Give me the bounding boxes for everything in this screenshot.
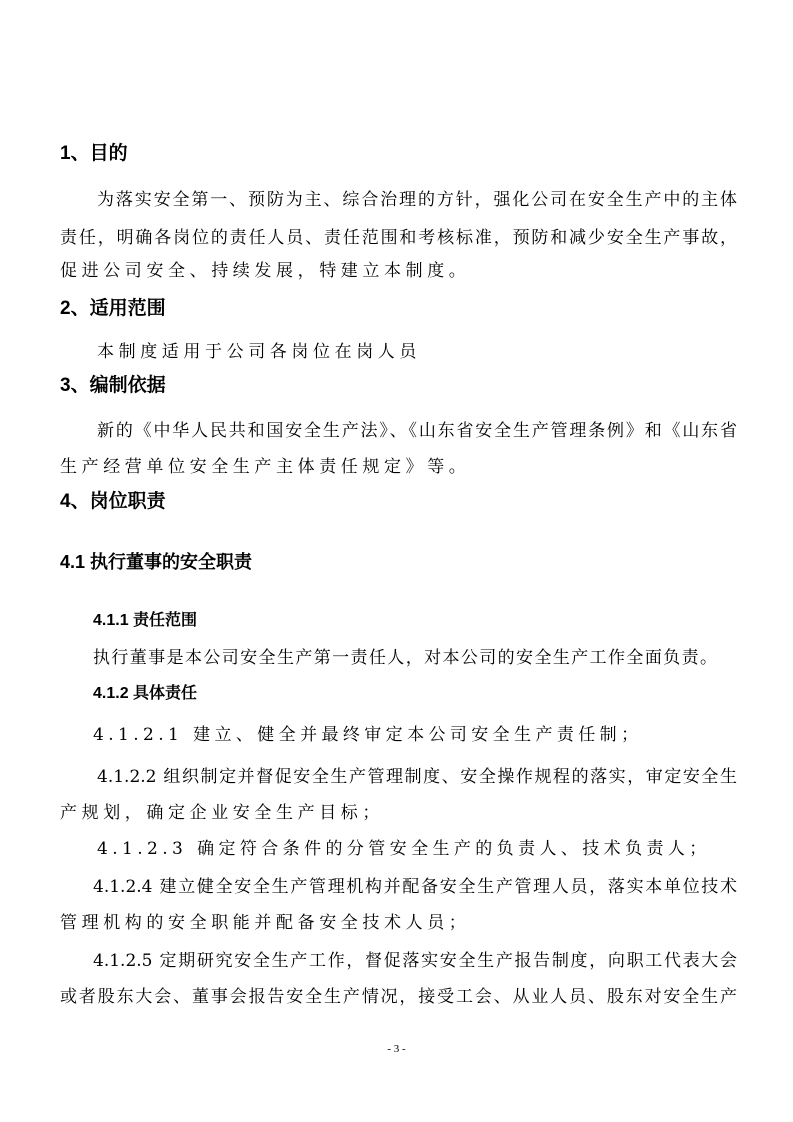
paragraph-line: 责任，明确各岗位的责任人员、责任范围和考核标准，预防和减少安全生产事故， (60, 228, 737, 248)
heading-responsibility-scope: 4.1.1 责任范围 (93, 612, 198, 629)
duty-item: 产规划，确定企业安全生产目标； (60, 803, 384, 823)
paragraph-line: 生产经营单位安全生产主体责任规定》等。 (60, 457, 471, 477)
paragraph-line: 执行董事是本公司安全生产第一责任人，对本公司的安全生产工作全面负责。 (93, 648, 717, 668)
heading-duties: 4、岗位职责 (60, 491, 166, 512)
paragraph-line: 本制度适用于公司各岗位在岗人员 (97, 342, 421, 362)
duty-item: 管理机构的安全职能并配备安全技术人员； (60, 913, 471, 933)
paragraph-line: 新的《中华人民共和国安全生产法》、《山东省安全生产管理条例》和《山东省 (97, 421, 737, 441)
paragraph-line: 促进公司安全、持续发展，特建立本制度。 (60, 261, 471, 281)
heading-purpose: 1、目的 (60, 143, 128, 164)
heading-basis: 3、编制依据 (60, 375, 166, 396)
heading-scope: 2、适用范围 (60, 298, 166, 319)
heading-specific-duties: 4.1.2 具体责任 (93, 685, 198, 702)
duty-item: 4.1.2.4 建立健全安全生产管理机构并配备安全生产管理人员，落实本单位技术 (93, 877, 737, 897)
paragraph-line: 为落实安全第一、预防为主、综合治理的方针，强化公司在安全生产中的主体 (97, 190, 737, 210)
duty-item: 4.1.2.2 组织制定并督促安全生产管理制度、安全操作规程的落实，审定安全生 (97, 767, 737, 787)
heading-executive-director: 4.1 执行董事的安全职责 (60, 552, 253, 572)
duty-item: 或者股东大会、董事会报告安全生产情况，接受工会、从业人员、股东对安全生产 (60, 987, 737, 1007)
duty-item: 4.1.2.1 建立、健全并最终审定本公司安全生产责任制； (93, 725, 643, 745)
duty-item: 4.1.2.3 确定符合条件的分管安全生产的负责人、技术负责人； (97, 839, 711, 859)
duty-item: 4.1.2.5 定期研究安全生产工作，督促落实安全生产报告制度，向职工代表大会 (93, 951, 737, 971)
page-number: - 3 - (387, 1043, 406, 1055)
